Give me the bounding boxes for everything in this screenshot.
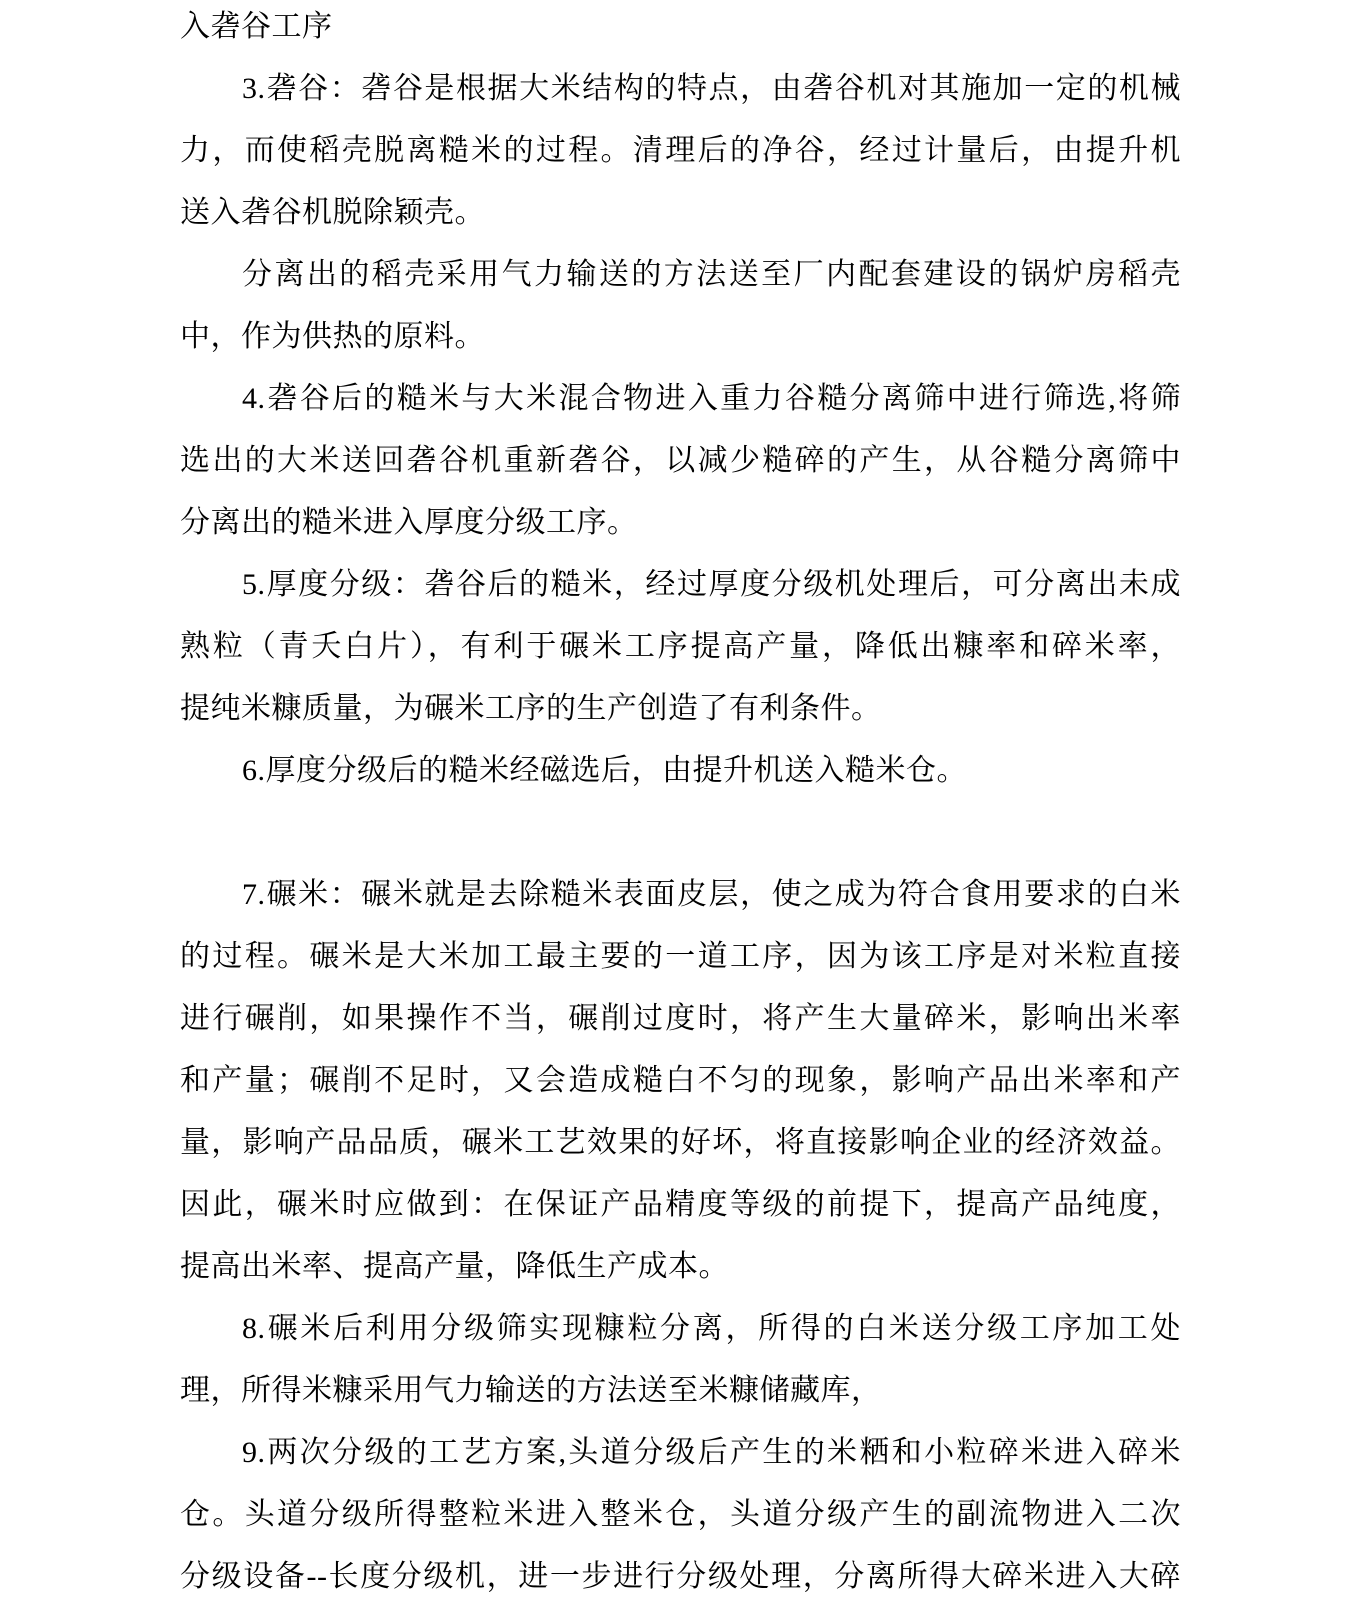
blank-line bbox=[180, 802, 1181, 864]
text-line: 8.碾米后利用分级筛实现糠粒分离，所得的白米送分级工序加工处 bbox=[242, 1312, 1181, 1345]
text-line: 分级设备--长度分级机，进一步进行分级处理，分离所得大碎米进入大碎 bbox=[180, 1560, 1181, 1593]
text-line: 入砻谷工序 bbox=[180, 10, 333, 43]
text-line: 9.两次分级的工艺方案,头道分级后产生的米粞和小粒碎米进入碎米 bbox=[242, 1436, 1181, 1469]
text-line: 4.砻谷后的糙米与大米混合物进入重力谷糙分离筛中进行筛选,将筛 bbox=[242, 382, 1181, 415]
text-line: 仓。头道分级所得整粒米进入整米仓，头道分级产生的副流物进入二次 bbox=[180, 1498, 1181, 1531]
text-line: 和产量；碾削不足时，又会造成糙白不匀的现象，影响产品出米率和产 bbox=[180, 1064, 1181, 1097]
text-line: 选出的大米送回砻谷机重新砻谷，以减少糙碎的产生，从谷糙分离筛中 bbox=[180, 444, 1181, 477]
text-line: 熟粒（青夭白片），有利于碾米工序提高产量，降低出糠率和碎米率， bbox=[180, 630, 1181, 663]
text-line: 量，影响产品品质，碾米工艺效果的好坏，将直接影响企业的经济效益。 bbox=[180, 1126, 1181, 1159]
text-line: 理，所得米糠采用气力输送的方法送至米糠储藏库， bbox=[180, 1374, 882, 1407]
text-line: 提高出米率、提高产量，降低生产成本。 bbox=[180, 1250, 729, 1283]
text-line: 因此，碾米时应做到：在保证产品精度等级的前提下，提高产品纯度， bbox=[180, 1188, 1181, 1221]
text-line: 提纯米糠质量，为碾米工序的生产创造了有利条件。 bbox=[180, 692, 882, 725]
document-page bbox=[180, 0, 1181, 1608]
text-line: 分离出的稻壳采用气力输送的方法送至厂内配套建设的锅炉房稻壳 bbox=[242, 258, 1181, 291]
text-line: 7.碾米：碾米就是去除糙米表面皮层，使之成为符合食用要求的白米 bbox=[242, 878, 1181, 911]
text-line: 6.厚度分级后的糙米经磁选后，由提升机送入糙米仓。 bbox=[242, 754, 967, 787]
text-line: 5.厚度分级：砻谷后的糙米，经过厚度分级机处理后，可分离出未成 bbox=[242, 568, 1181, 601]
text-line: 进行碾削，如果操作不当，碾削过度时，将产生大量碎米，影响出米率 bbox=[180, 1002, 1181, 1035]
text-line: 分离出的糙米进入厚度分级工序。 bbox=[180, 506, 638, 539]
text-line: 力，而使稻壳脱离糙米的过程。清理后的净谷，经过计量后，由提升机 bbox=[180, 134, 1181, 167]
text-line: 的过程。碾米是大米加工最主要的一道工序，因为该工序是对米粒直接 bbox=[180, 940, 1181, 973]
text-line: 送入砻谷机脱除颖壳。 bbox=[180, 196, 485, 229]
text-line: 中，作为供热的原料。 bbox=[180, 320, 485, 353]
text-line: 3.砻谷：砻谷是根据大米结构的特点，由砻谷机对其施加一定的机械 bbox=[242, 72, 1181, 105]
